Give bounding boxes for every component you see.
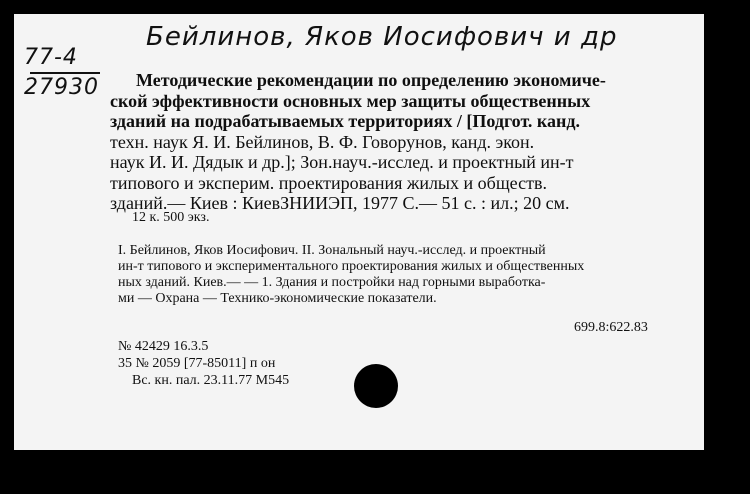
call-number-bottom: 27930 bbox=[24, 75, 99, 100]
title-line-2: ской эффективности основных мер защиты общественных bbox=[110, 90, 591, 111]
registration-info bbox=[118, 338, 289, 389]
registration-line-3: Вс. кн. пал. 23.11.77 М545 bbox=[132, 373, 290, 388]
tracing-line-4: ми — Охрана — Технико-экономические показатели. bbox=[118, 291, 437, 306]
title-line-3: зданий на подрабатываемых территориях / [Подгот. канд. bbox=[110, 111, 581, 131]
tracing-line-1: I. Бейлинов, Яков Иосифович. II. Зональный науч.-исслед. и проектный bbox=[118, 243, 546, 258]
description-line-7: зданий.— Киев : КиевЗНИИЭП, 1977 С.— 51 с. : ил.; 20 см. bbox=[110, 193, 570, 213]
copies-info: 12 к. 500 экз. bbox=[132, 210, 210, 225]
registration-line-1: № 42429 16.3.5 bbox=[118, 339, 209, 354]
handwritten-author-name: Бейлинов, Яков Иосифович и др bbox=[146, 22, 618, 52]
card-punch-hole bbox=[354, 364, 398, 408]
tracing-line-2: ин-т типового и экспериментального проектирования жилых и общественных bbox=[118, 259, 585, 274]
description-line-5: наук И. И. Дядык и др.]; Зон.науч.-исслед. и проектный ин-т bbox=[110, 152, 574, 172]
tracing-line-3: ных зданий. Киев.— — 1. Здания и постройки над горными выработка- bbox=[118, 275, 546, 290]
description-line-6: типового и эксперим. проектирования жилых и обществ. bbox=[110, 172, 547, 193]
catalog-card bbox=[14, 14, 704, 450]
registration-line-2: 35 № 2059 [77-85011] п он bbox=[118, 356, 276, 371]
call-number-top: 77-4 bbox=[24, 45, 78, 70]
handwritten-call-number bbox=[24, 44, 100, 102]
tracing-text bbox=[118, 243, 686, 307]
description-line-4: техн. наук Я. И. Бейлинов, В. Ф. Говорунов, канд. экон. bbox=[110, 131, 535, 152]
classification-number: 699.8:622.83 bbox=[574, 320, 648, 335]
bibliographic-description bbox=[110, 70, 680, 214]
title-line-1: Методические рекомендации по определению экономиче- bbox=[136, 70, 606, 90]
